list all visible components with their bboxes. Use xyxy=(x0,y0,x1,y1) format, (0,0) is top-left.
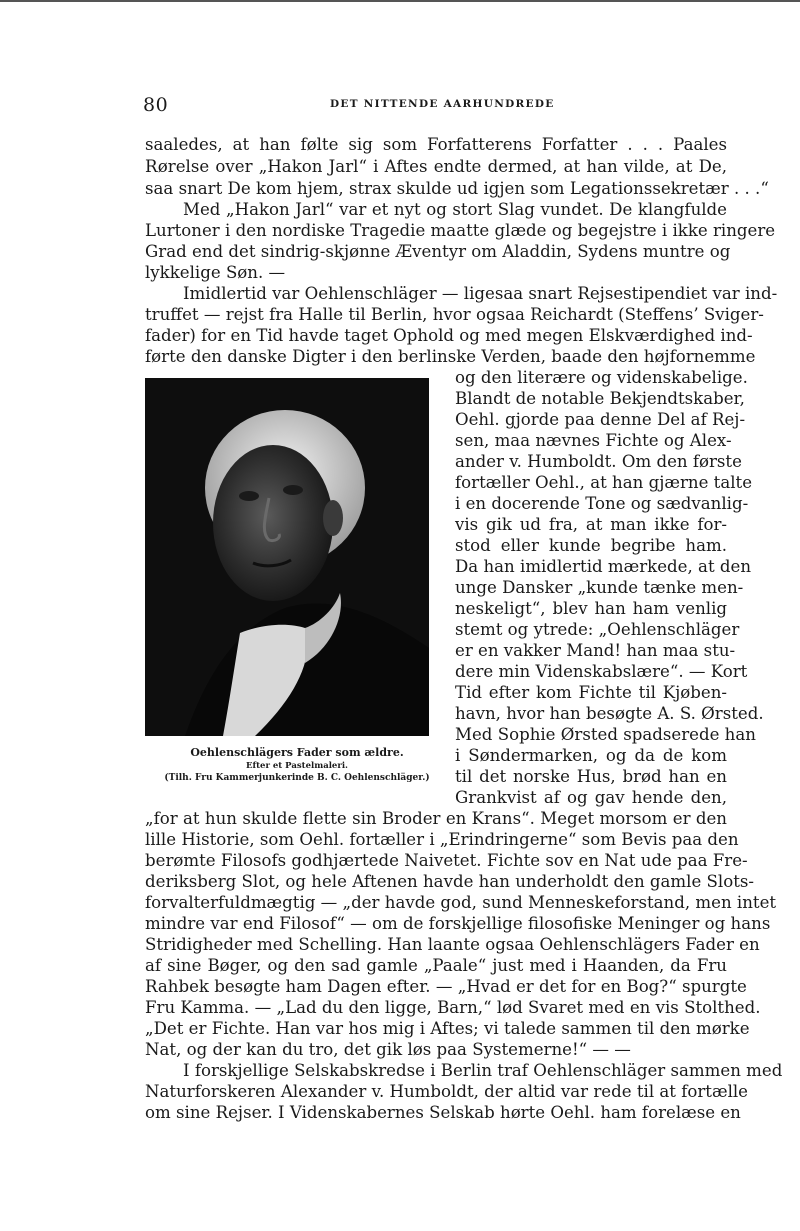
text-line: saaledes, at han følte sig som Forfatterens Forfatter . . . Paales xyxy=(145,135,727,154)
portrait-drawing xyxy=(145,378,429,736)
text-line: truffet — rejst fra Halle til Berlin, hvor ogsaa Reichardt (Steffens’ Sviger- xyxy=(145,305,764,324)
figure-caption-owner: (Tilh. Fru Kammerjunkerinde B. C. Oehlenschläger.) xyxy=(164,773,430,783)
text-line: berømte Filosofs godhjærtede Naivetet. Fichte sov en Nat ude paa Fre- xyxy=(145,851,748,870)
text-line: I forskjellige Selskabskredse i Berlin traf Oehlenschläger sammen med xyxy=(183,1061,783,1080)
text-line: Da han imidlertid mærkede, at den xyxy=(455,557,752,576)
text-line: Imidlertid var Oehlenschläger — ligesaa snart Rejsestipendiet var ind- xyxy=(183,284,778,303)
text-line: Nat, og der kan du tro, det gik løs paa Systemerne!“ — — xyxy=(145,1040,631,1059)
text-line: Lurtoner i den nordiske Tragedie maatte glæde og begejstre i ikke ringere xyxy=(145,221,776,240)
top-rule xyxy=(0,0,800,2)
text-line: og den literære og videnskabelige. xyxy=(455,368,748,387)
text-line: neskeligt“, blev han ham venlig xyxy=(455,599,727,618)
text-line: Grad end det sindrig-skjønne Æventyr om Aladdin, Sydens muntre og xyxy=(145,242,731,261)
text-line: unge Dansker „kunde tænke men- xyxy=(455,578,744,597)
text-line: Stridigheder med Schelling. Han laante ogsaa Oehlenschlägers Fader en xyxy=(145,935,760,954)
figure-caption-title: Oehlenschlägers Fader som ældre. xyxy=(190,746,404,759)
text-line: sen, maa nævnes Fichte og Alex- xyxy=(455,431,732,450)
text-line: om sine Rejser. I Videnskabernes Selskab hørte Oehl. ham forelæse en xyxy=(145,1103,741,1122)
text-line: lykkelige Søn. — xyxy=(145,263,286,282)
running-head: DET NITTENDE AARHUNDREDE xyxy=(330,98,555,110)
text-line: Rørelse over „Hakon Jarl“ i Aftes endte dermed, at han vilde, at De, xyxy=(145,157,727,176)
portrait-image xyxy=(145,378,429,736)
text-line: Med Sophie Ørsted spadserede han xyxy=(455,725,756,744)
text-line: „for at hun skulde flette sin Broder en Krans“. Meget morsom er den xyxy=(145,809,727,828)
text-line: stemt og ytrede: „Oehlenschläger xyxy=(455,620,740,639)
text-line: Naturforskeren Alexander v. Humboldt, der altid var rede til at fortælle xyxy=(145,1082,748,1101)
text-line: er en vakker Mand! han maa stu- xyxy=(455,641,736,660)
text-line: fortæller Oehl., at han gjærne talte xyxy=(455,473,753,492)
text-line: vis gik ud fra, at man ikke for- xyxy=(455,515,727,534)
text-line: dere min Videnskabslære“. — Kort xyxy=(455,662,748,681)
text-line: forvalterfuldmægtig — „der havde god, sund Menneskeforstand, men intet xyxy=(145,893,777,912)
figure-caption-source: Efter et Pastelmaleri. xyxy=(245,761,349,771)
text-line: Rahbek besøgte ham Dagen efter. — „Hvad er det for en Bog?“ spurgte xyxy=(145,977,747,996)
text-line: i en docerende Tone og sædvanlig- xyxy=(455,494,749,513)
text-line: lille Historie, som Oehl. fortæller i „Erindringerne“ som Bevis paa den xyxy=(145,830,739,849)
text-line: førte den danske Digter i den berlinske Verden, baade den højfornemme xyxy=(145,347,756,366)
text-line: „Det er Fichte. Han var hos mig i Aftes; vi talede sammen til den mørke xyxy=(145,1019,750,1038)
text-line: Oehl. gjorde paa denne Del af Rej- xyxy=(455,410,746,429)
text-line: Blandt de notable Bekjendtskaber, xyxy=(455,389,745,408)
text-line: havn, hvor han besøgte A. S. Ørsted. xyxy=(455,704,764,723)
text-line: Tid efter kom Fichte til Kjøben- xyxy=(455,683,727,702)
text-line: af sine Bøger, og den sad gamle „Paale“ just med i Haanden, da Fru xyxy=(145,956,727,975)
text-line: saa snart De kom hjem, strax skulde ud igjen som Legationssekretær . . .“ xyxy=(145,179,769,198)
text-line: ander v. Humboldt. Om den første xyxy=(455,452,742,471)
text-line: i Søndermarken, og da de kom xyxy=(455,746,727,765)
text-line: fader) for en Tid havde taget Ophold og med megen Elskværdighed ind- xyxy=(145,326,753,345)
text-line: til det norske Hus, brød han en xyxy=(455,767,727,786)
text-line: stod eller kunde begribe ham. xyxy=(455,536,727,555)
page-number: 80 xyxy=(143,94,169,116)
text-line: mindre var end Filosof“ — om de forskjellige filosofiske Meninger og hans xyxy=(145,914,771,933)
text-line: Grankvist af og gav hende den, xyxy=(455,788,727,807)
text-line: Fru Kamma. — „Lad du den ligge, Barn,“ lød Svaret med en vis Stolthed. xyxy=(145,998,761,1017)
text-line: Med „Hakon Jarl“ var et nyt og stort Slag vundet. De klangfulde xyxy=(183,200,727,219)
text-line: deriksberg Slot, og hele Aftenen havde han underholdt den gamle Slots- xyxy=(145,872,755,891)
